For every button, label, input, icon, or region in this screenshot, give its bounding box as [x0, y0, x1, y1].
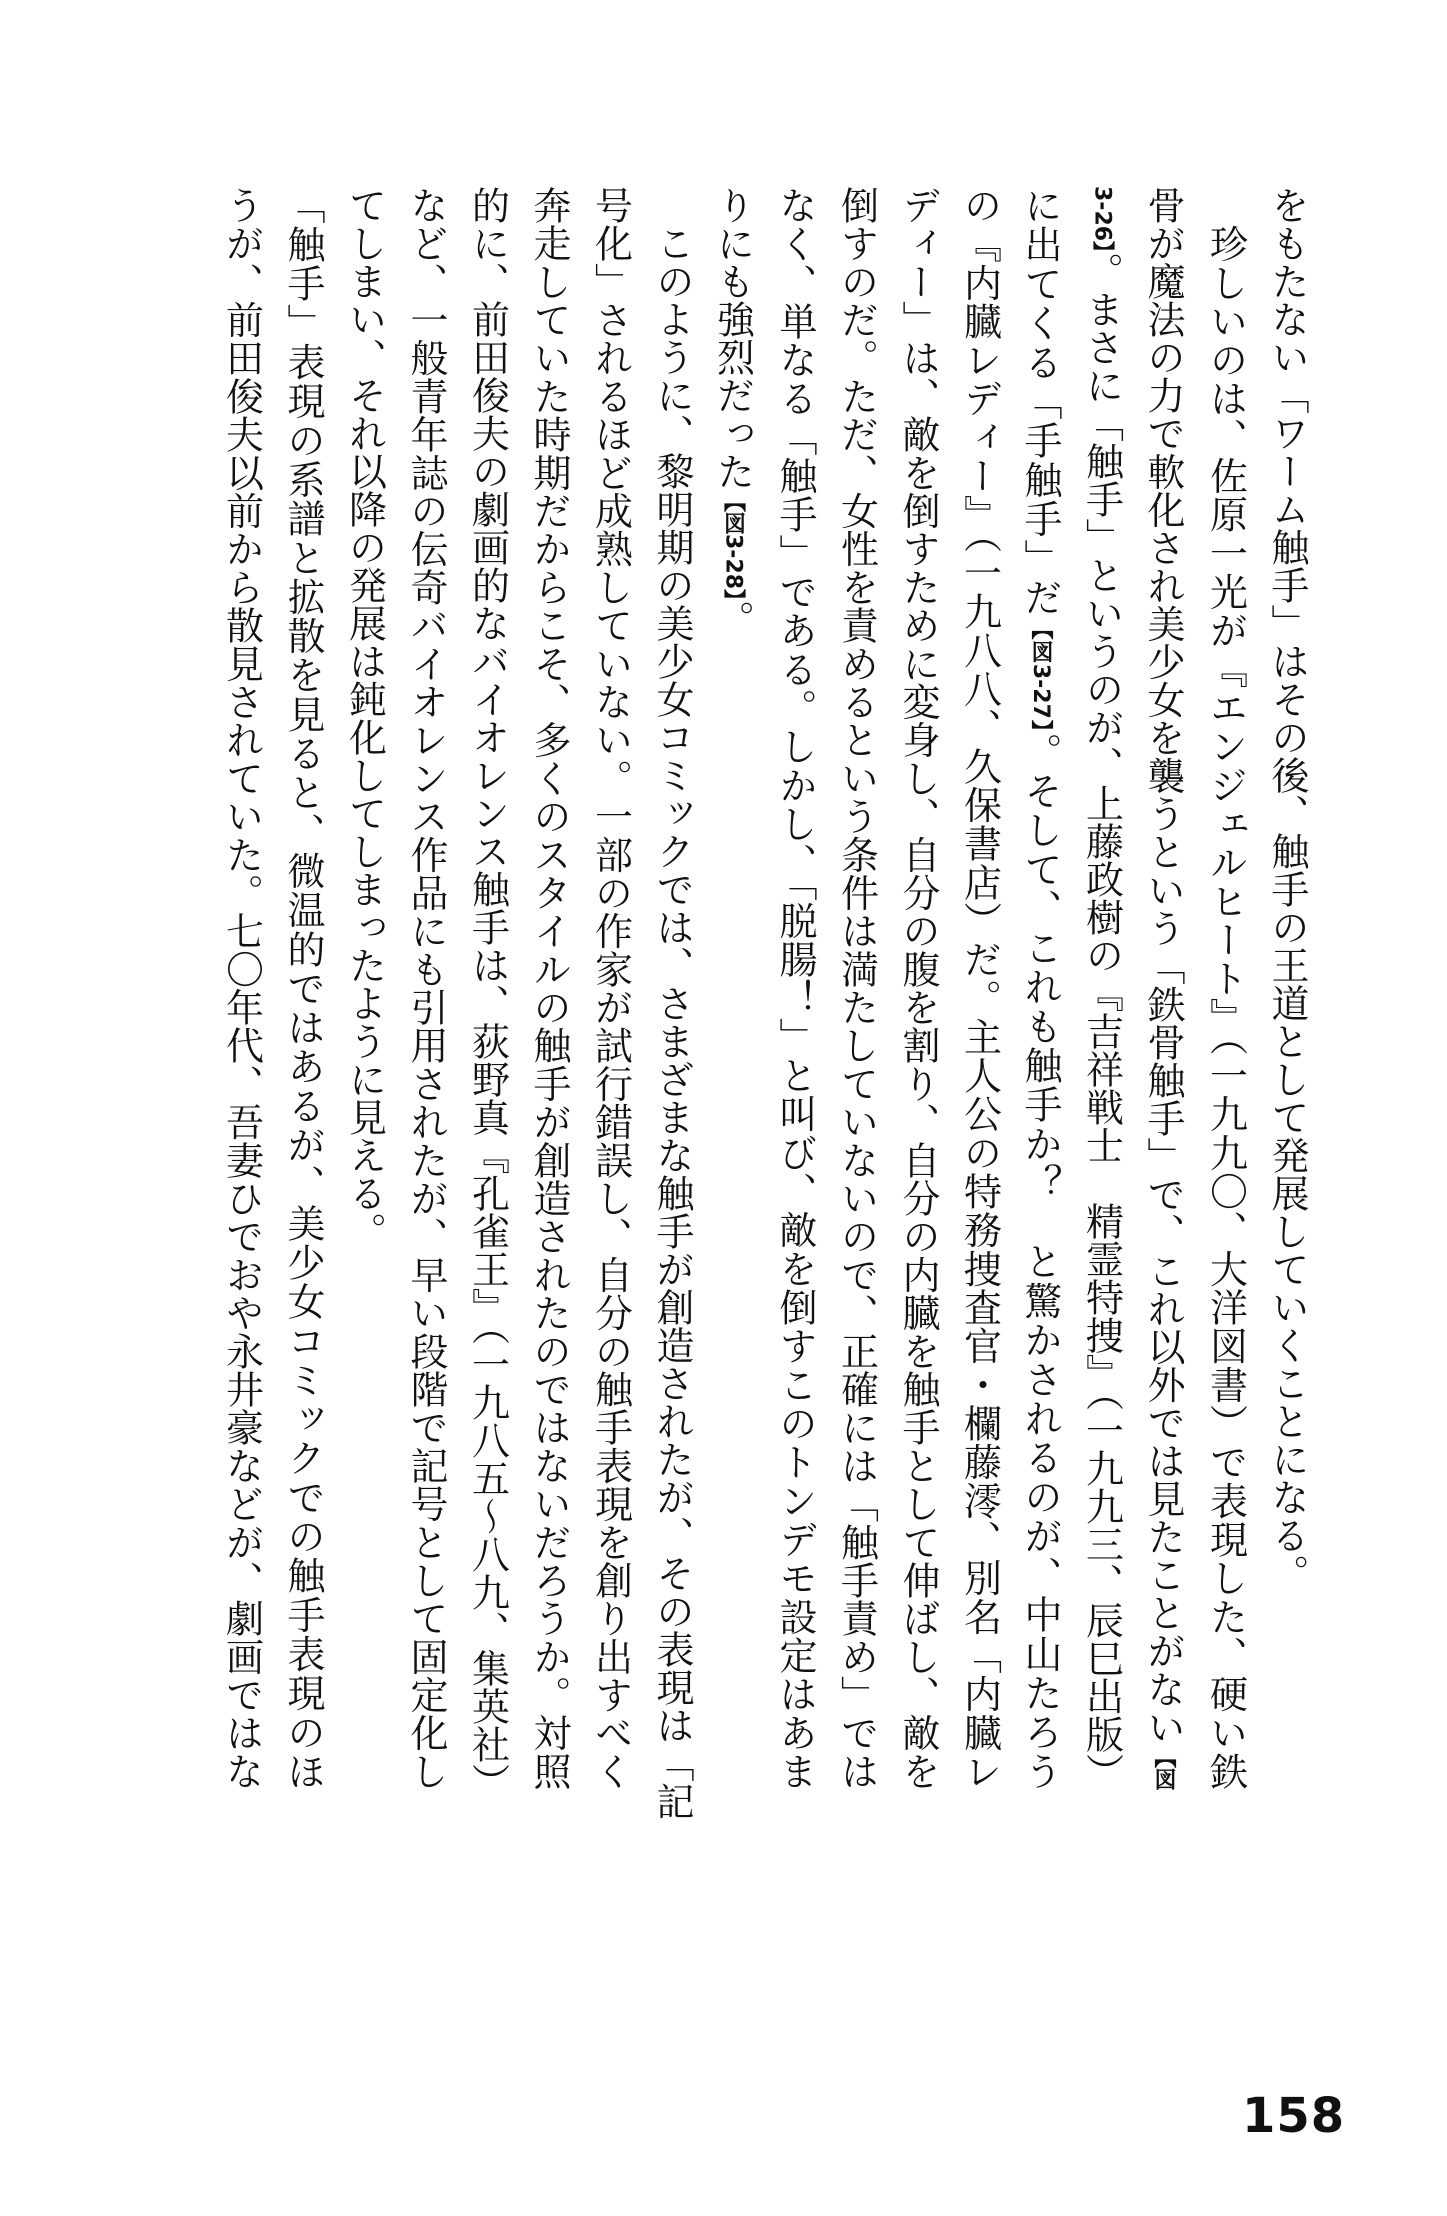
figure-reference: 【図	[1151, 1745, 1176, 1791]
figure-reference: 【図3-27】	[1028, 617, 1053, 733]
text-column	[702, 186, 764, 1790]
text-segment: ディー」は、敵を倒すために変身し、自分の腹を割り、自分の内臓を触手として伸ばし、敵を	[896, 186, 940, 1791]
text-segment: 奔走していた時期だからこそ、多くのスタイルの触手が創造されたのではないだろうか。対照	[527, 186, 571, 1790]
text-segment: に出てくる「手触手」だ	[1018, 186, 1062, 618]
text-column	[825, 186, 887, 1790]
text-column	[518, 186, 580, 1790]
text-column	[395, 186, 457, 1790]
text-column	[948, 186, 1010, 1790]
text-column	[641, 186, 703, 1820]
text-segment: 。	[710, 600, 755, 639]
page-number: 158	[1242, 2088, 1346, 2144]
text-column	[1194, 186, 1256, 1790]
text-column	[1256, 186, 1318, 1790]
text-column	[1071, 186, 1133, 1790]
text-column	[1010, 186, 1072, 1790]
text-segment: 珍しいのは、佐原一光が『エンジェルヒート』（一九九〇、大洋図書）で表現した、硬い鉄	[1203, 186, 1248, 1791]
text-segment: このように、黎明期の美少女コミックでは、さまざまな触手が創造されたが、その表現は「記	[650, 186, 694, 1820]
text-segment: 倒すのだ。ただ、女性を責めるという条件は満たしていないので、正確には「触手責め」では	[834, 186, 879, 1791]
body-text	[210, 186, 1317, 1820]
text-segment: 。そして、これも触手か？ と驚かされるのが、中山たろう	[1018, 732, 1062, 1791]
text-column	[272, 186, 334, 1790]
text-segment: 。まさに「触手」というのが、上藤政樹の『吉祥戦士 精霊特捜』（一九九三、辰巳出版）	[1079, 252, 1124, 1792]
text-segment: なく、単なる「触手」である。しかし、「脱腸！」と叫び、敵を倒すこのトンデモ設定はあま	[773, 186, 817, 1791]
text-column	[579, 186, 641, 1790]
text-segment: うが、前田俊夫以前から散見されていた。七〇年代、吾妻ひでおや永井豪などが、劇画ではな	[219, 186, 264, 1790]
text-segment: 「触手」表現の系譜と拡散を見ると、微温的ではあるが、美少女コミックでの触手表現のほ	[281, 186, 325, 1790]
text-segment: など、一般青年誌の伝奇バイオレンス作品にも引用されたが、早い段階で記号として固定化し	[404, 186, 448, 1790]
text-column	[210, 186, 272, 1790]
text-segment: の『内臓レディー』（一九八八、久保書店）だ。主人公の特務捜査官・欄藤澪、別名「内臓レ	[957, 186, 1002, 1790]
text-segment: 号化」されるほど成熟していない。一部の作家が試行錯誤し、自分の触手表現を創り出すべく	[588, 186, 633, 1790]
text-segment: りにも強烈だった	[710, 186, 755, 490]
text-column	[333, 186, 395, 1790]
text-segment: 骨が魔法の力で軟化され美少女を襲うという「鉄骨触手」で、これ以外では見たことがない	[1141, 186, 1185, 1746]
text-segment: をもたない「ワーム触手」はその後、触手の王道として発展していくことになる。	[1265, 186, 1309, 1592]
text-segment: てしまい、それ以降の発展は鈍化してしまったように見える。	[342, 186, 387, 1250]
text-column	[1133, 186, 1195, 1790]
text-column	[887, 186, 949, 1790]
figure-reference: 3-26】	[1089, 186, 1115, 253]
text-column	[456, 186, 518, 1801]
figure-reference: 【図3-28】	[720, 490, 746, 601]
text-segment: 的に、前田俊夫の劇画的なバイオレンス触手は、荻野真『孔雀王』（一九八五～八九、集英社）	[465, 186, 510, 1801]
text-column	[764, 186, 826, 1790]
